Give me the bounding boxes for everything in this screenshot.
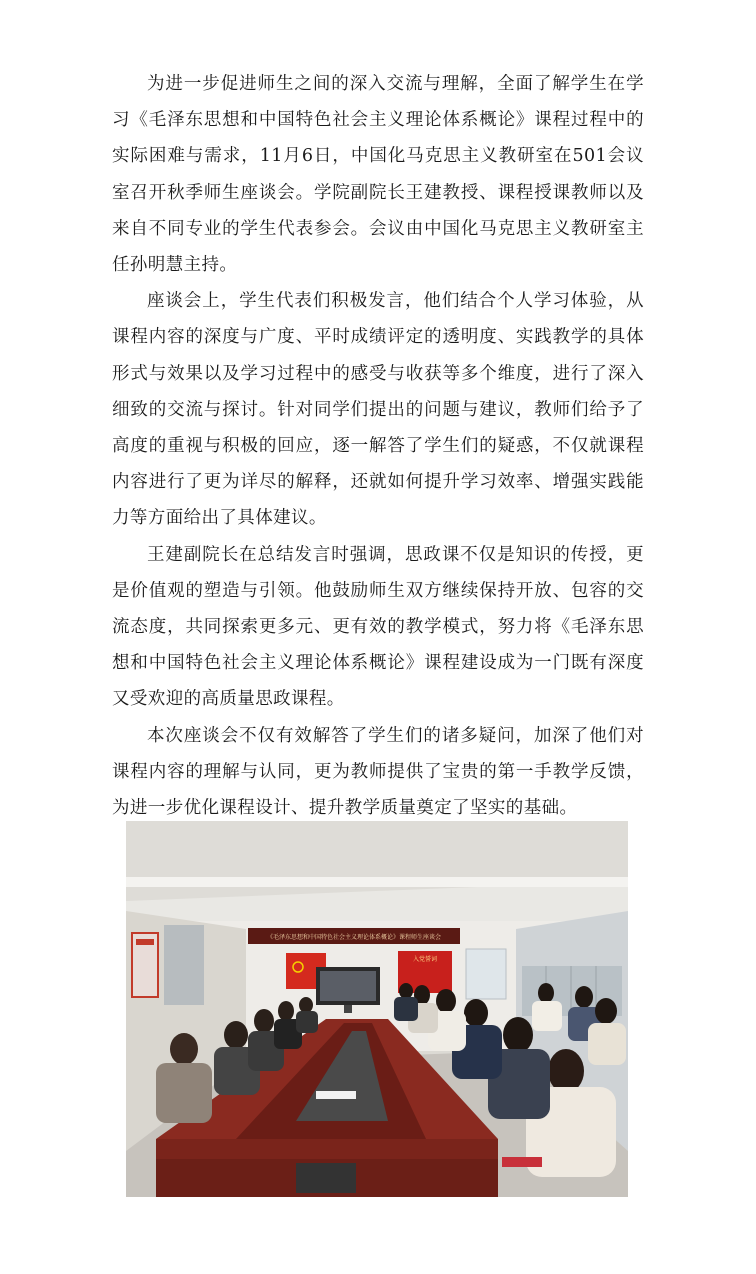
meeting-photo	[126, 821, 628, 1197]
paragraph-2: 座谈会上，学生代表们积极发言，他们结合个人学习体验，从课程内容的深度与广度、平时成绩评定的透明度、实践教学的具体形式与效果以及学习过程中的感受与收获等多个维度，进行了深入细致的交流与探讨。针对同学们提出的问题与建议，教师们给予了高度的重视与积极的回应，逐一解答了学生们的疑惑，不仅就课程内容进行了更为详尽的解释，还就如何提升学习效率、增强实践能力等方面给出了具体建议。	[112, 291, 644, 529]
meeting-photo-illustration	[126, 821, 628, 1197]
paragraph-1: 为进一步促进师生之间的深入交流与理解，全面了解学生在学习《毛泽东思想和中国特色社会主义理论体系概论》课程过程中的实际困难与需求，11月6日，中国化马克思主义教研室在501会议室召开秋季师生座谈会。学院副院长王建教授、课程授课教师以及来自不同专业的学生代表参会。会议由中国化马克思主义教研室主任孙明慧主持。	[112, 74, 644, 276]
oath-board-text: 入党誓词	[412, 956, 438, 963]
paragraph-4: 本次座谈会不仅有效解答了学生们的诸多疑问，加深了他们对课程内容的理解与认同，更为教师提供了宝贵的第一手教学反馈，为进一步优化课程设计、提升教学质量奠定了坚实的基础。	[112, 725, 644, 819]
paragraph-3: 王建副院长在总结发言时强调，思政课不仅是知识的传授，更是价值观的塑造与引领。他鼓励师生双方继续保持开放、包容的交流态度，共同探索更多元、更有效的教学模式，努力将《毛泽东思想和中国特色社会主义理论体系概论》课程建设成为一门既有深度又受欢迎的高质量思政课程。	[112, 544, 644, 710]
article-body	[112, 66, 644, 826]
meeting-banner-text: 《毛泽东思想和中国特色社会主义理论体系概论》课程师生座谈会	[266, 934, 442, 941]
